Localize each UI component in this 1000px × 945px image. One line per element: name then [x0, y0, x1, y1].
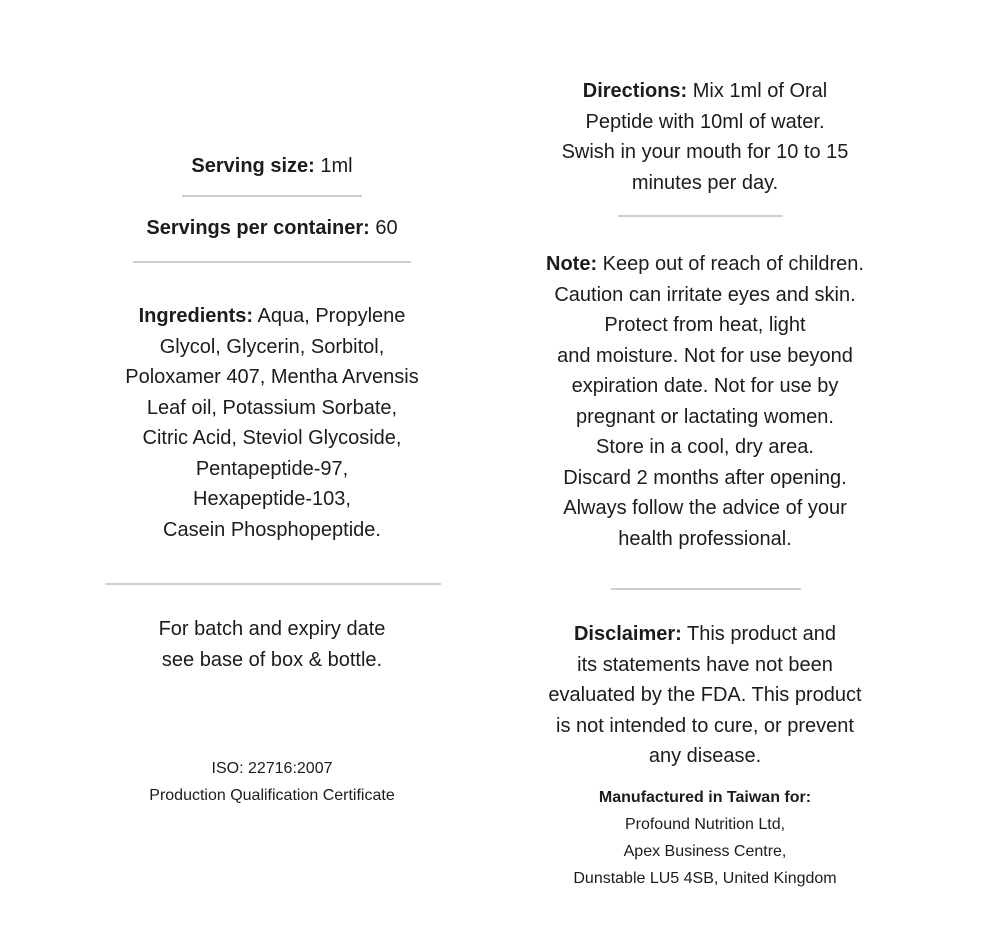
directions-line: Swish in your mouth for 10 to 15: [561, 141, 849, 163]
note-label: Note:: [546, 253, 598, 275]
ingredients-line: Citric Acid, Steviol Glycoside,: [142, 427, 402, 449]
directions-line: Mix 1ml of Oral: [687, 80, 828, 102]
divider: [133, 261, 411, 263]
disclaimer: [505, 619, 905, 772]
ingredients-line: Aqua, Propylene: [253, 305, 406, 327]
ingredients-line: Pentapeptide-97,: [195, 457, 349, 480]
ingredients-line: Leaf oil, Potassium Sorbate,: [146, 396, 398, 419]
disclaimer-line: evaluated by the FDA. This product: [548, 684, 862, 706]
note-line: Caution can irritate eyes and skin.: [554, 283, 856, 306]
note-line: pregnant or lactating women.: [576, 405, 834, 428]
serving-size-value: 1ml: [314, 155, 353, 177]
note-line: Always follow the advice of your: [563, 497, 847, 519]
batch-line: For batch and expiry date: [158, 618, 386, 640]
iso-line: ISO: 22716:2007: [211, 760, 333, 777]
note-line: and moisture. Not for use beyond: [557, 344, 853, 367]
disclaimer-line: This product and: [681, 623, 836, 645]
divider: [182, 195, 362, 197]
serving-size-label: Serving size:: [191, 155, 315, 177]
disclaimer-label: Disclaimer:: [573, 623, 682, 645]
directions-label: Directions:: [582, 80, 688, 102]
disclaimer-line: its statements have not been: [577, 653, 833, 676]
servings-per-container: [102, 213, 442, 244]
batch-line: see base of box & bottle.: [161, 648, 383, 671]
note-line: Keep out of reach of children.: [597, 253, 864, 275]
manufacturer-line: Dunstable LU5 4SB, United Kingdom: [573, 870, 837, 887]
divider: [618, 215, 783, 217]
note-line: health professional.: [618, 527, 792, 550]
servings-per-container-value: 60: [369, 217, 398, 239]
batch-expiry-note: [102, 614, 442, 675]
disclaimer-line: is not intended to cure, or prevent: [556, 714, 854, 737]
note-line: Protect from heat, light: [604, 314, 806, 336]
divider: [105, 583, 441, 585]
divider: [611, 588, 801, 590]
iso-line: Production Qualification Certificate: [149, 787, 395, 804]
disclaimer-line: any disease.: [648, 745, 762, 767]
serving-size: [102, 151, 442, 182]
manufacturer-line: Profound Nutrition Ltd,: [624, 816, 786, 833]
directions-line: Peptide with 10ml of water.: [585, 110, 825, 133]
servings-per-container-label: Servings per container:: [146, 217, 370, 239]
directions-line: minutes per day.: [631, 171, 779, 194]
note: [505, 249, 905, 554]
directions: [505, 76, 905, 198]
note-line: Discard 2 months after opening.: [563, 466, 847, 489]
note-line: Store in a cool, dry area.: [596, 436, 814, 458]
note-line: expiration date. Not for use by: [571, 375, 839, 397]
manufacturer-info: [505, 784, 905, 892]
ingredients-line: Poloxamer 407, Mentha Arvensis: [125, 366, 419, 388]
ingredients-label: Ingredients:: [138, 305, 254, 327]
ingredients-line: Hexapeptide-103,: [193, 488, 351, 510]
ingredients-line: Casein Phosphopeptide.: [163, 518, 381, 541]
manufacturer-line: Apex Business Centre,: [623, 843, 787, 860]
ingredients-line: Glycol, Glycerin, Sorbitol,: [159, 335, 385, 358]
ingredients: [102, 301, 442, 545]
manufacturer-label: Manufactured in Taiwan for:: [598, 789, 812, 806]
iso-certificate: [102, 755, 442, 809]
